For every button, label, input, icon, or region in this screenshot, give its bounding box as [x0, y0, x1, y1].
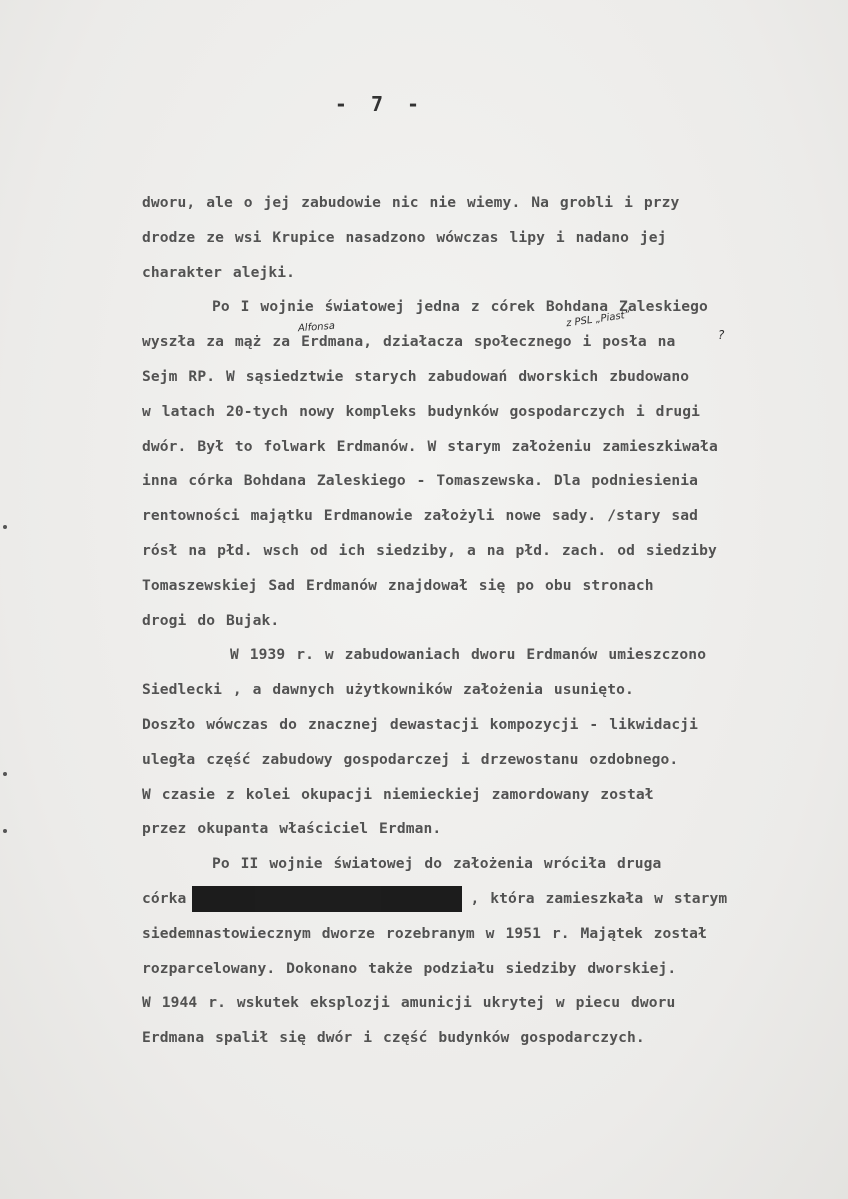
text-line: wyszła za mąż za Erdmana, działacza społecznego i posła na	[142, 333, 676, 351]
margin-speck	[3, 829, 7, 833]
text-line: W 1939 r. w zabudowaniach dworu Erdmanów umieszczono	[230, 646, 707, 664]
text-line: charakter alejki.	[142, 263, 296, 281]
redacted-line-after: , która zamieszkała w starym	[470, 889, 728, 907]
text-line: Tomaszewskiej Sad Erdmanów znajdował się po obu stronach	[142, 576, 654, 594]
text-block-upper	[142, 186, 832, 882]
text-line: Po II wojnie światowej do założenia wróciła druga	[212, 855, 662, 873]
text-line: rósł na płd. wsch od ich siedziby, a na płd. zach. od siedziby	[142, 541, 717, 559]
text-line: drodze ze wsi Krupice nasadzono wówczas lipy i nadano jej	[142, 228, 667, 246]
handwritten-annotation-alfonsa: Alfonsa	[297, 320, 336, 335]
handwritten-question-mark: ?	[718, 328, 725, 342]
text-line: w latach 20-tych nowy kompleks budynków gospodarczych i drugi	[142, 402, 701, 420]
text-line: Erdmana spalił się dwór i część budynków gospodarczych.	[142, 1029, 645, 1047]
text-line: Siedlecki , a dawnych użytkowników założenia usunięto.	[142, 681, 634, 699]
redacted-line	[142, 882, 832, 917]
text-block-lower	[142, 917, 832, 1056]
text-line: rentowności majątku Erdmanowie założyli nowe sady. /stary sad	[142, 507, 699, 525]
text-line: uległa część zabudowy gospodarczej i drzewostanu ozdobnego.	[142, 750, 679, 768]
redaction-bar	[192, 886, 462, 912]
page-number: - 7 -	[334, 92, 426, 116]
text-line: W czasie z kolei okupacji niemieckiej zamordowany został	[142, 785, 654, 803]
margin-speck	[3, 772, 7, 776]
text-line: Sejm RP. W sąsiedztwie starych zabudowań dworskich zbudowano	[142, 367, 690, 385]
text-line: przez okupanta właściciel Erdman.	[142, 820, 442, 838]
typed-body-text	[142, 186, 832, 1056]
text-line: dwór. Był to folwark Erdmanów. W starym założeniu zamieszkiwała	[142, 437, 718, 455]
handwritten-annotation-psl: z PSL „Piast”	[565, 309, 631, 330]
text-line: Doszło wówczas do znacznej dewastacji kompozycji - likwidacji	[142, 715, 699, 733]
text-line: W 1944 r. wskutek eksplozji amunicji ukrytej w piecu dworu	[142, 994, 676, 1012]
text-line: inna córka Bohdana Zaleskiego - Tomaszewska. Dla podniesienia	[142, 472, 699, 490]
text-line: rozparcelowany. Dokonano także podziału siedziby dworskiej.	[142, 959, 677, 977]
text-line: Po I wojnie światowej jedna z córek Bohdana Zaleskiego	[212, 298, 708, 316]
text-line: siedemnastowiecznym dworze rozebranym w 1951 r. Majątek został	[142, 924, 707, 942]
redacted-line-before: córka	[142, 889, 187, 907]
text-line: dworu, ale o jej zabudowie nic nie wiemy. Na grobli i przy	[142, 194, 680, 211]
text-line: drogi do Bujak.	[142, 611, 280, 629]
margin-speck	[3, 525, 7, 529]
